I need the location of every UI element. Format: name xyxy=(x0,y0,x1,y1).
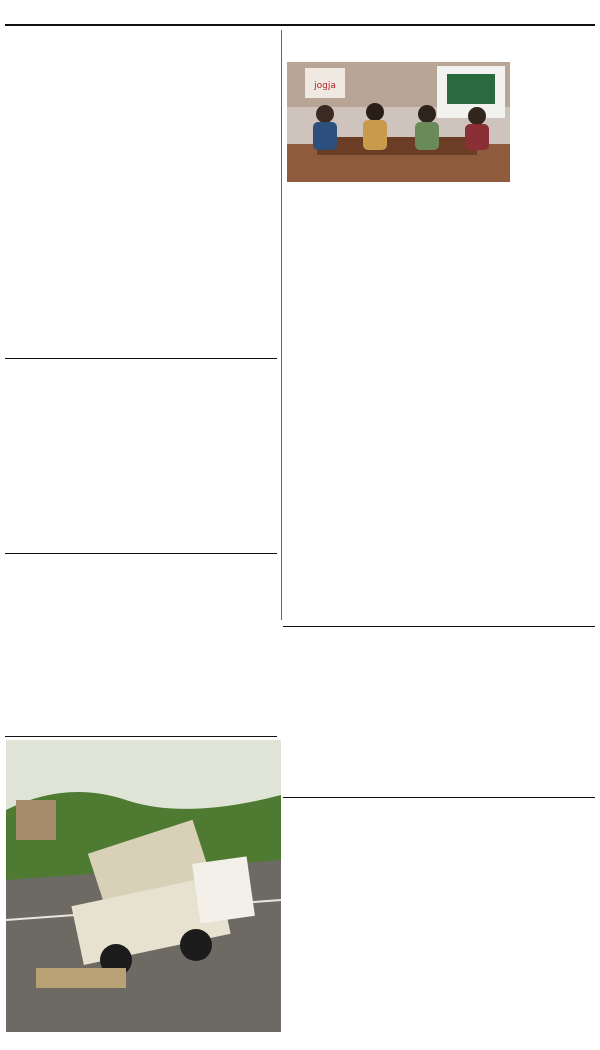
divider xyxy=(283,626,595,627)
a6-col1 xyxy=(287,818,386,963)
divider xyxy=(5,736,595,737)
divider xyxy=(281,30,282,620)
a1-col3 xyxy=(186,158,274,350)
a2-col2 xyxy=(143,393,274,543)
divider xyxy=(283,797,595,798)
a1-lead xyxy=(6,84,276,156)
truck-photo xyxy=(6,740,281,1032)
a4-col3 xyxy=(438,203,510,623)
a3-col2 xyxy=(143,587,274,725)
masthead-rule xyxy=(5,24,595,26)
divider xyxy=(5,358,277,359)
divider xyxy=(5,553,277,554)
a6-col2 xyxy=(391,818,490,963)
svg-text:jogja: jogja xyxy=(314,81,336,91)
a1-col1 xyxy=(6,158,92,356)
a6-col3 xyxy=(495,818,594,956)
a3-col1 xyxy=(6,587,137,732)
a4-col2 xyxy=(362,203,434,623)
podcast-photo xyxy=(287,62,510,182)
a5-col1 xyxy=(287,661,386,795)
a1-col2 xyxy=(96,158,182,356)
a4-col4 xyxy=(514,62,594,617)
a2-col1 xyxy=(6,393,137,551)
a4-col1 xyxy=(287,203,359,623)
a5-col2 xyxy=(391,661,490,795)
a5-col3 xyxy=(495,661,594,788)
